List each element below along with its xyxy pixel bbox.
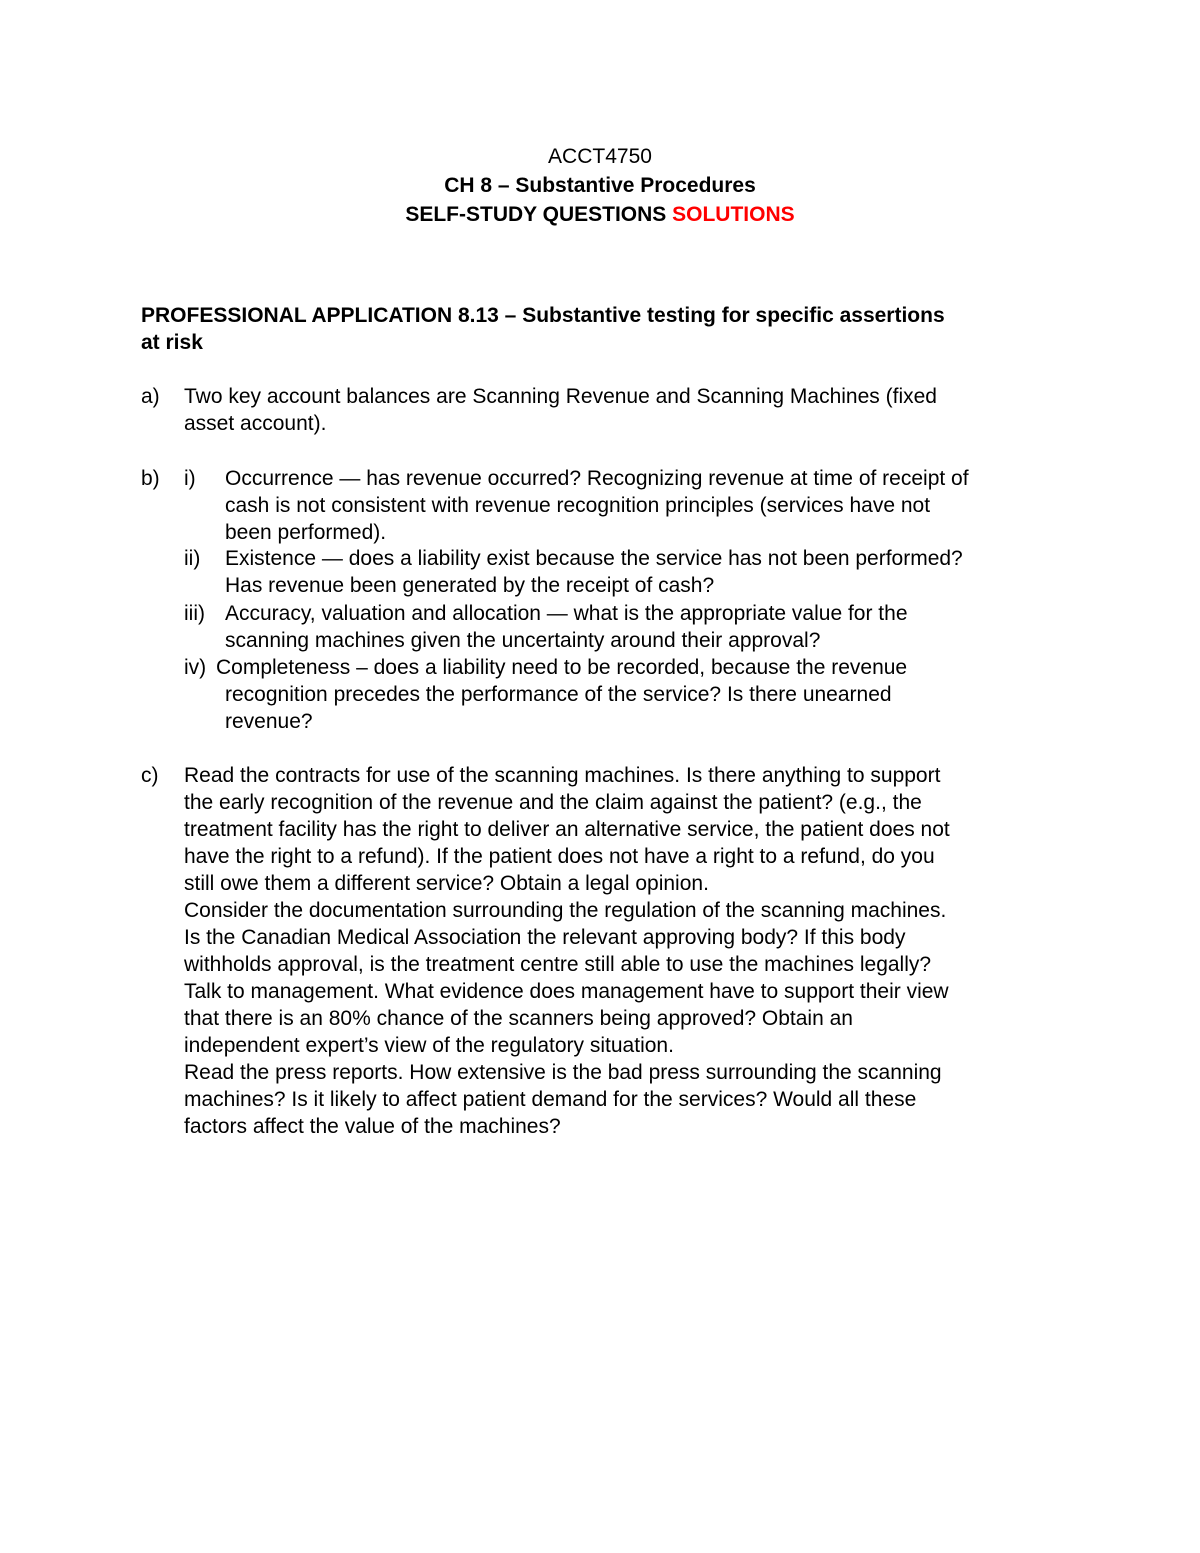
answer-c-line: Read the contracts for use of the scanning machines. Is there anything to support <box>184 764 941 787</box>
answer-c-line: machines? Is it likely to affect patient demand for the services? Would all these <box>184 1088 917 1111</box>
answer-b-ii-marker: ii) <box>184 547 201 570</box>
subtitle-solutions: SOLUTIONS <box>672 203 795 226</box>
answer-c-line: have the right to a refund). If the patient does not have a right to a refund, do you <box>184 845 935 868</box>
answer-c-text <box>184 762 950 1140</box>
answer-b-i-line: been performed). <box>225 521 387 544</box>
subtitle-main: SELF-STUDY QUESTIONS <box>405 203 673 226</box>
answer-a-line: Two key account balances are Scanning Revenue and Scanning Machines (fixed <box>184 385 937 408</box>
answer-b-iv-line: revenue? <box>225 710 313 733</box>
answer-b-iv-marker: iv) <box>184 656 207 679</box>
answer-b-iii-marker: iii) <box>184 602 205 625</box>
answer-b-iv-text <box>225 681 892 735</box>
answer-c-line: Read the press reports. How extensive is the bad press surrounding the scanning <box>184 1061 942 1084</box>
section-heading-line: at risk <box>141 331 203 354</box>
answer-b-iii-line: Accuracy, valuation and allocation — what is the appropriate value for the <box>225 602 908 625</box>
answer-c-line: Is the Canadian Medical Association the relevant approving body? If this body <box>184 926 906 949</box>
document-subtitle <box>0 200 1200 230</box>
course-code: ACCT4750 <box>548 145 652 168</box>
answer-b-i-line: cash is not consistent with revenue recognition principles (services have not <box>225 494 931 517</box>
section-heading <box>141 302 1071 356</box>
answer-b-marker: b) <box>141 467 160 490</box>
answer-b-iii-text <box>225 600 908 654</box>
answer-b-ii-line: Has revenue been generated by the receipt of cash? <box>225 574 715 597</box>
section-heading-line: PROFESSIONAL APPLICATION 8.13 – Substantive testing for specific assertions <box>141 304 945 327</box>
chapter-title: CH 8 – Substantive Procedures <box>444 174 756 197</box>
answer-c-line: that there is an 80% chance of the scanners being approved? Obtain an <box>184 1007 853 1030</box>
answer-b-iv-first-line: Completeness – does a liability need to be recorded, because the revenue <box>216 656 908 679</box>
answer-b-iii-line: scanning machines given the uncertainty around their approval? <box>225 629 821 652</box>
answer-c-line: the early recognition of the revenue and the claim against the patient? (e.g., the <box>184 791 922 814</box>
answer-c-line: treatment facility has the right to deliver an alternative service, the patient does not <box>184 818 950 841</box>
answer-b-ii-text <box>225 545 963 599</box>
answer-b-i-line: Occurrence — has revenue occurred? Recognizing revenue at time of receipt of <box>225 467 969 490</box>
answer-c-line: Talk to management. What evidence does management have to support their view <box>184 980 949 1003</box>
answer-a-line: asset account). <box>184 412 327 435</box>
answer-a-marker: a) <box>141 385 160 408</box>
answer-c-line: still owe them a different service? Obtain a legal opinion. <box>184 872 709 895</box>
answer-c-marker: c) <box>141 764 159 787</box>
answer-b-iv-line: recognition precedes the performance of the service? Is there unearned <box>225 683 892 706</box>
answer-b-i-marker: i) <box>184 467 196 490</box>
answer-b-i-text <box>225 465 969 546</box>
answer-c-line: independent expert’s view of the regulatory situation. <box>184 1034 674 1057</box>
answer-c-line: Consider the documentation surrounding the regulation of the scanning machines. <box>184 899 947 922</box>
answer-a-text <box>184 383 937 437</box>
answer-b-ii-line: Existence — does a liability exist because the service has not been performed? <box>225 547 963 570</box>
answer-c-line: factors affect the value of the machines? <box>184 1115 561 1138</box>
answer-c-line: withholds approval, is the treatment centre still able to use the machines legally? <box>184 953 932 976</box>
